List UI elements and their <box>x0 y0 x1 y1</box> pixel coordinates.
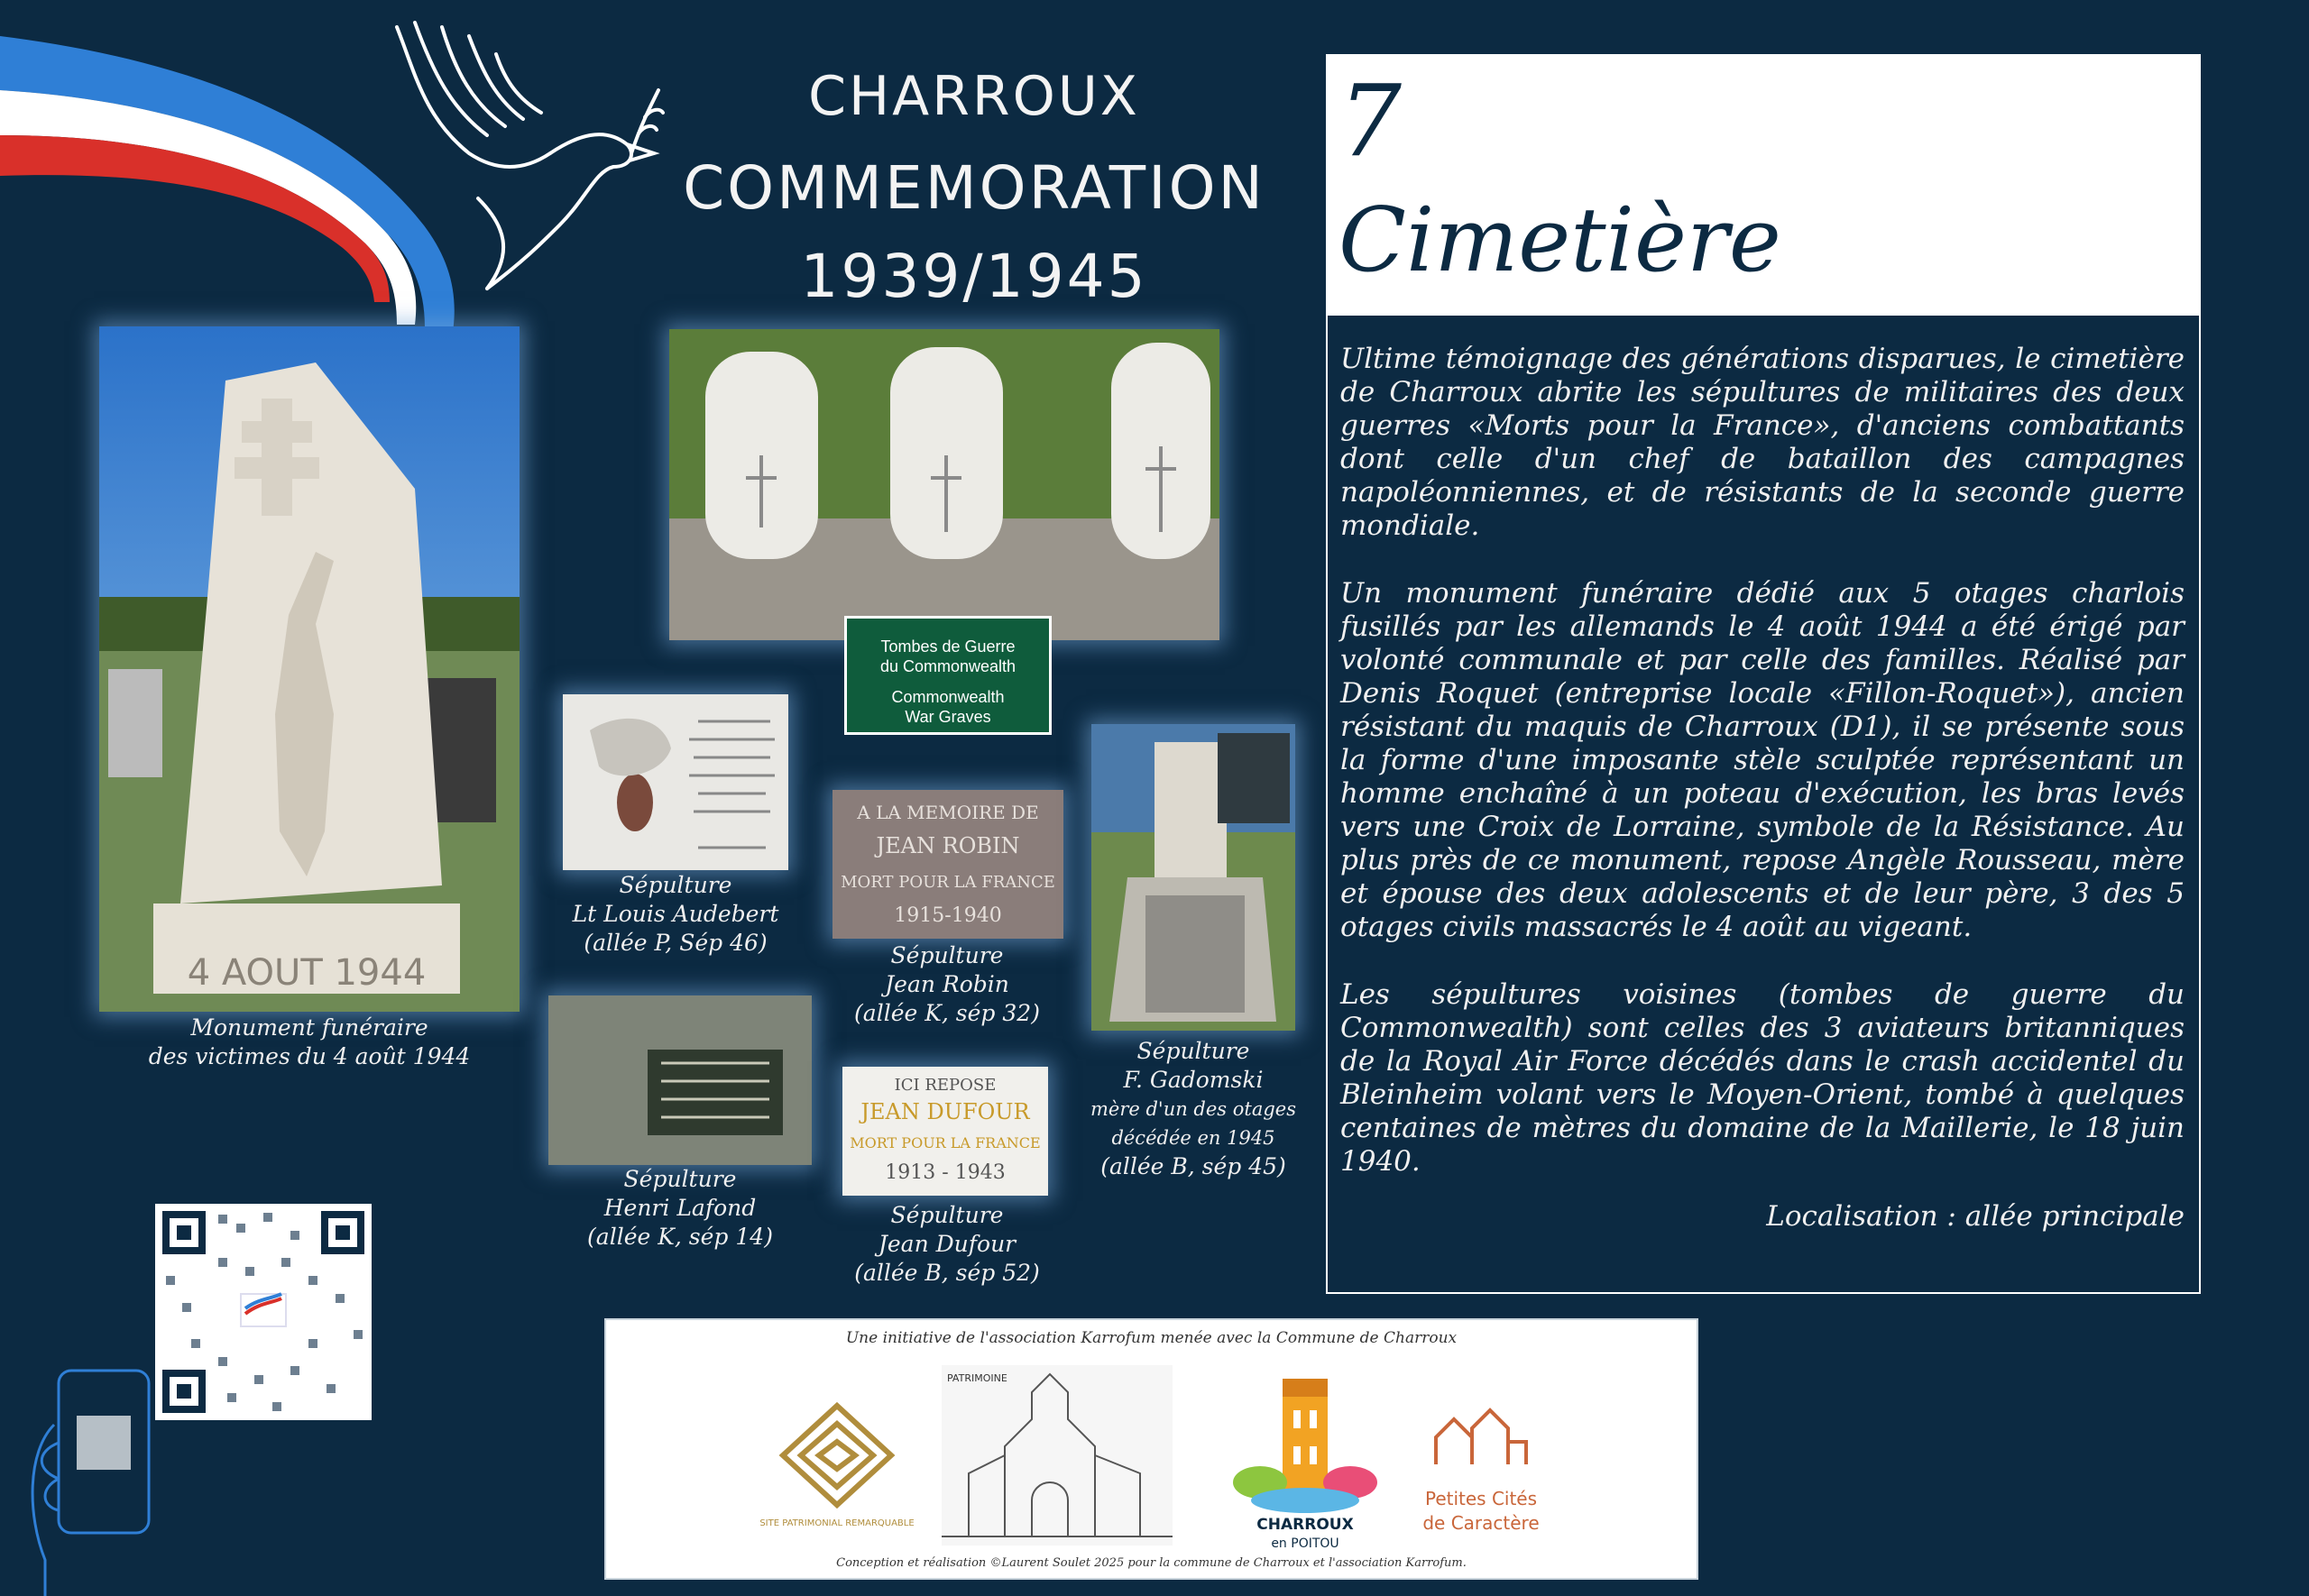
audebert-caption-3: (allée P, Sép 46) <box>584 930 768 956</box>
logo4-text-b: de Caractère <box>1422 1512 1540 1534</box>
sign-line-3: Commonwealth <box>891 688 1005 706</box>
dufour-caption-3: (allée B, sép 52) <box>854 1260 1040 1286</box>
gadomski-caption-3: mère d'un des otages <box>1090 1098 1296 1120</box>
title-line-3: 1939/1945 <box>800 242 1148 311</box>
robin-plaque-4: 1915-1940 <box>894 904 1002 927</box>
gadomski-grave-photo <box>1091 724 1295 1031</box>
audebert-plaque-photo <box>563 694 788 870</box>
lafond-caption-1: Sépulture <box>623 1166 737 1192</box>
commonwealth-graves-photo <box>669 329 1219 640</box>
site-patrimonial-logo <box>759 1401 915 1546</box>
partners-header: Une initiative de l'association Karrofum menée avec la Commune de Charroux <box>845 1329 1458 1347</box>
gadomski-caption-2: F. Gadomski <box>1123 1067 1264 1093</box>
dufour-plaque-2: JEAN DUFOUR <box>860 1099 1030 1124</box>
lafond-caption <box>541 1165 819 1252</box>
hand-phone-icon <box>18 1353 171 1596</box>
logo3-text-b: en POITOU <box>1271 1536 1339 1551</box>
qr-code[interactable] <box>155 1204 372 1420</box>
gadomski-caption-4: décédée en 1945 <box>1111 1127 1275 1149</box>
title-line-1: CHARROUX <box>808 65 1140 128</box>
title-line-2: COMMEMORATION <box>683 153 1265 223</box>
paragraph-3: Les sépultures voisines (tombes de guerre du Commonwealth) sont celles des 3 aviateurs britanniques de la Royal Air Force décédés dans le crash accidentel du Bleinheim volant vers le Moyen-Orient, tombé à quelques centaines de mètres du domaine de la Maillerie, le 18 juin 1940. <box>1340 978 2185 1178</box>
robin-caption <box>812 941 1082 1028</box>
gadomski-caption-1: Sépulture <box>1136 1038 1250 1064</box>
partners-footer: Conception et réalisation ©Laurent Soulet 2025 pour la commune de Charroux et l'association Karrofum. <box>836 1556 1467 1570</box>
partners-band <box>604 1318 1698 1580</box>
info-panel <box>1326 54 2201 1294</box>
panel-title: Cimetière <box>1338 189 1781 292</box>
sign-line-4: War Graves <box>905 708 991 726</box>
petites-cites-logo <box>1400 1401 1562 1546</box>
audebert-caption <box>563 871 788 958</box>
sign-line-1: Tombes de Guerre <box>880 637 1016 656</box>
robin-plaque-2: JEAN ROBIN <box>876 833 1020 858</box>
lafond-caption-3: (allée K, sép 14) <box>587 1224 773 1250</box>
dufour-plaque-photo <box>842 1067 1048 1196</box>
robin-plaque-photo <box>833 790 1063 939</box>
location-text: Localisation : allée principale <box>1766 1200 2185 1233</box>
robin-plaque-1: A LA MEMOIRE DE <box>857 802 1039 823</box>
panel-header <box>1328 56 2199 316</box>
commonwealth-sign <box>844 616 1052 735</box>
robin-plaque-3: MORT POUR LA FRANCE <box>841 873 1055 892</box>
robin-caption-1: Sépulture <box>890 942 1004 968</box>
robin-caption-2: Jean Robin <box>885 971 1009 997</box>
monument-caption-1: Monument funéraire <box>190 1014 428 1041</box>
logo1-text: SITE PATRIMONIAL REMARQUABLE <box>759 1518 915 1528</box>
audebert-caption-1: Sépulture <box>619 872 732 898</box>
gadomski-caption <box>1064 1037 1322 1181</box>
paragraph-1: Ultime témoignage des générations disparues, le cimetière de Charroux abrite les sépultures de militaires des deux guerres «Morts pour la France», d'anciens combattants dont celle d'un chef de bataillon des campagnes napoléonniennes, et de résistants de la seconde guerre mondiale. <box>1340 343 2185 542</box>
paragraph-2: Un monument funéraire dédié aux 5 otages charlois fusillés par les allemands le 4 août 1944 a été érigé par volonté communale et par celle des familles. Réalisé par Denis Roquet (entreprise locale «Fillon-Roquet»), ancien résistant du maquis de Charroux (D1), il se présente sous la forme d'une imposante stèle sculptée représentant un homme enchaîné à un poteau d'exécution, les bras levés vers une Croix de Lorraine, symbole de la Résistance. Au plus près de ce monument, repose Angèle Rousseau, mère et épouse des deux adolescents et de leur père, 3 des 5 otages civils massacrés le 4 août au vigeant. <box>1340 577 2185 943</box>
panel-number: 7 <box>1338 63 1402 179</box>
dufour-caption <box>812 1201 1082 1288</box>
robin-caption-3: (allée K, sép 32) <box>854 1000 1040 1026</box>
dufour-plaque-3: MORT POUR LA FRANCE <box>850 1134 1041 1151</box>
monument-engraving: 4 AOUT 1944 <box>187 952 427 994</box>
karrofum-church-logo <box>942 1365 1173 1546</box>
dufour-caption-1: Sépulture <box>890 1202 1004 1228</box>
lafond-caption-2: Henri Lafond <box>603 1195 757 1221</box>
monument-photo <box>99 326 520 1012</box>
gadomski-caption-5: (allée B, sép 45) <box>1100 1153 1286 1179</box>
panel-body <box>1340 343 2185 1234</box>
monument-caption <box>99 1014 520 1071</box>
dufour-caption-2: Jean Dufour <box>878 1231 1017 1257</box>
monument-caption-2: des victimes du 4 août 1944 <box>148 1043 471 1069</box>
lafond-plaque-photo <box>548 995 812 1165</box>
dufour-plaque-1: ICI REPOSE <box>894 1076 997 1095</box>
logo2-text: PATRIMOINE <box>947 1372 1007 1384</box>
dufour-plaque-4: 1913 - 1943 <box>885 1161 1006 1184</box>
logo4-text-a: Petites Cités <box>1424 1488 1538 1509</box>
audebert-caption-2: Lt Louis Audebert <box>572 901 779 927</box>
charroux-logo <box>1228 1374 1382 1555</box>
logo3-text-a: CHARROUX <box>1256 1516 1354 1534</box>
sign-line-2: du Commonwealth <box>879 657 1017 675</box>
